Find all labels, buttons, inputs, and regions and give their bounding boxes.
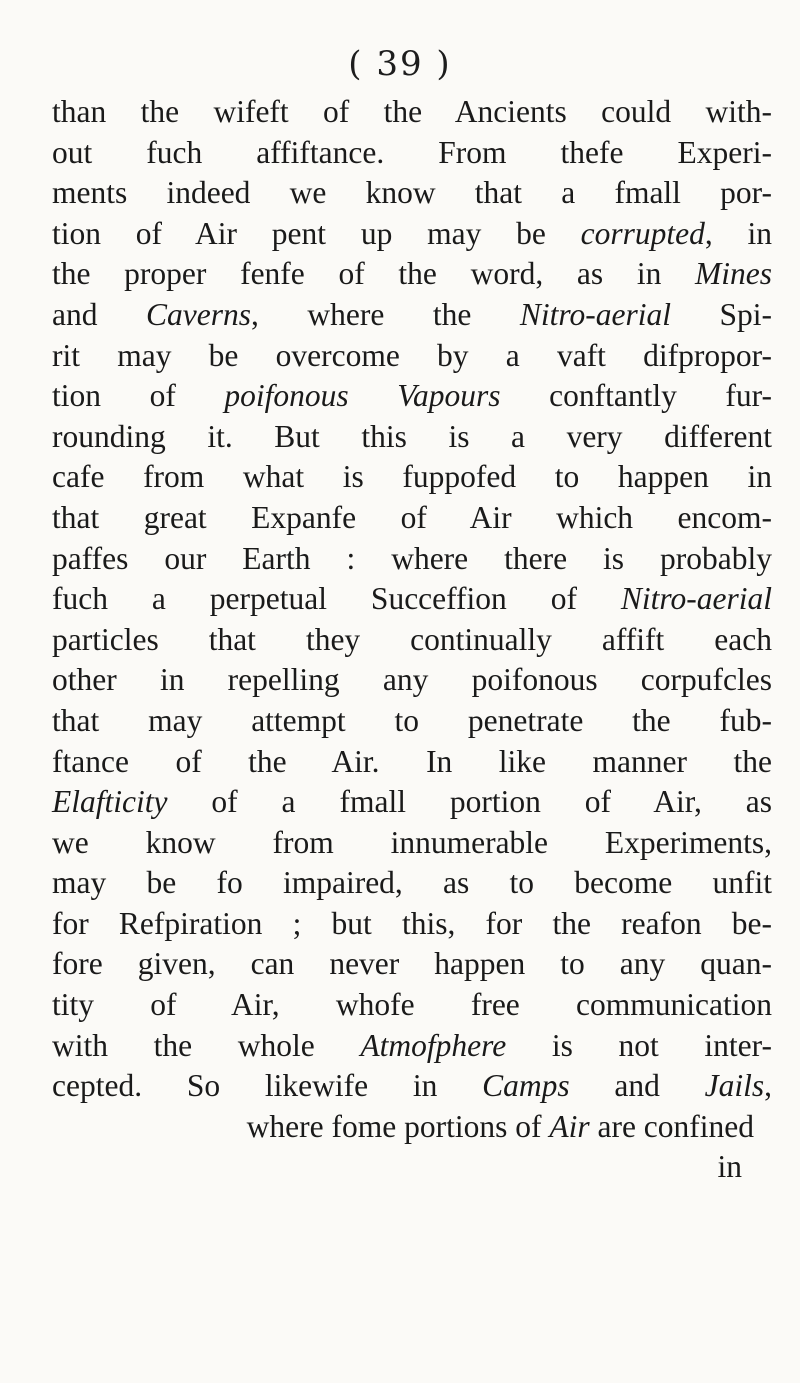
italic-text: Camps [482,1068,570,1104]
text-segment: , in [704,215,772,251]
text-line [52,498,772,539]
text-segment: fuch a perpetual Succeffion of [52,581,621,617]
text-segment: of a fmall portion of Air, as [167,784,772,820]
text-line [52,173,772,214]
text-line [52,457,772,498]
text-line [52,1107,772,1148]
text-segment: the proper fenfe of the word, as in [52,256,696,292]
text-segment: paffes our Earth : where there is probably [52,540,772,576]
italic-text: corrupted [580,215,705,251]
text-segment: we know from innumerable Experiments, [52,824,772,860]
text-segment: ments indeed we know that a fmall por- [52,175,772,211]
text-segment: Spi- [670,296,772,332]
text-line [52,904,772,945]
text-line [52,295,772,336]
italic-text: Mines [695,256,772,292]
text-segment: tion of [52,378,225,414]
text-segment: for Refpiration ; but this, for the reafon be- [52,905,772,941]
text-segment: may be fo impaired, as to become unfit [52,865,772,901]
text-line [52,92,772,133]
text-line [52,782,772,823]
italic-text: Atmofphere [360,1027,507,1063]
text-segment: tion of Air pent up may be [52,215,581,251]
italic-text: Nitro-aerial [519,296,671,332]
text-segment: out fuch affiftance. From thefe Experi- [52,134,772,170]
text-segment: particles that they continually affift each [52,621,772,657]
text-segment: conftantly fur- [500,378,773,414]
text-segment: , where the [251,296,520,332]
text-segment: tity of Air, whofe free communication [52,987,772,1023]
italic-text: Elafticity [52,784,168,820]
text-line [52,1066,772,1107]
text-segment: are confined [589,1108,754,1144]
text-line [52,701,772,742]
text-segment: other in repelling any poifonous corpufcles [52,662,772,698]
text-line [52,660,772,701]
text-line [52,539,772,580]
text-segment: , [764,1068,773,1104]
catchword: in [717,1149,742,1185]
text-line [52,336,772,377]
text-segment: and [52,296,146,332]
italic-text: Jails [704,1068,765,1104]
text-line [52,823,772,864]
text-line [52,133,772,174]
text-line [52,579,772,620]
text-segment: than the wifeft of the Ancients could with- [52,94,772,129]
text-segment: that great Expanfe of Air which encom- [52,499,772,535]
italic-text: Air [549,1108,590,1144]
text-line [52,863,772,904]
text-segment: ftance of the Air. In like manner the [52,743,772,779]
text-line [52,985,772,1026]
text-segment: is not inter- [506,1027,772,1063]
text-line [52,742,772,783]
body-text [52,92,772,1188]
page-number: ( 39 ) [348,44,452,84]
text-line [52,214,772,255]
text-segment: with the whole [52,1027,361,1063]
text-segment: where fome portions of [246,1108,550,1144]
text-segment: cepted. So likewife in [52,1068,483,1104]
text-line [52,254,772,295]
text-segment: fore given, can never happen to any quan- [52,946,772,982]
text-line [52,1026,772,1067]
text-line [52,944,772,985]
italic-text: Caverns [146,296,251,332]
text-line [52,620,772,661]
text-line [52,376,772,417]
text-segment: rit may be overcome by a vaft difpropor- [52,337,772,373]
italic-text: poifonous Vapours [224,378,501,414]
text-segment: and [569,1068,705,1104]
text-segment: rounding it. But this is a very different [52,418,772,454]
text-line [52,417,772,458]
text-segment: cafe from what is fuppofed to happen in [52,459,772,495]
text-segment: that may attempt to penetrate the fub- [52,702,772,738]
italic-text: Nitro-aerial [620,581,772,617]
